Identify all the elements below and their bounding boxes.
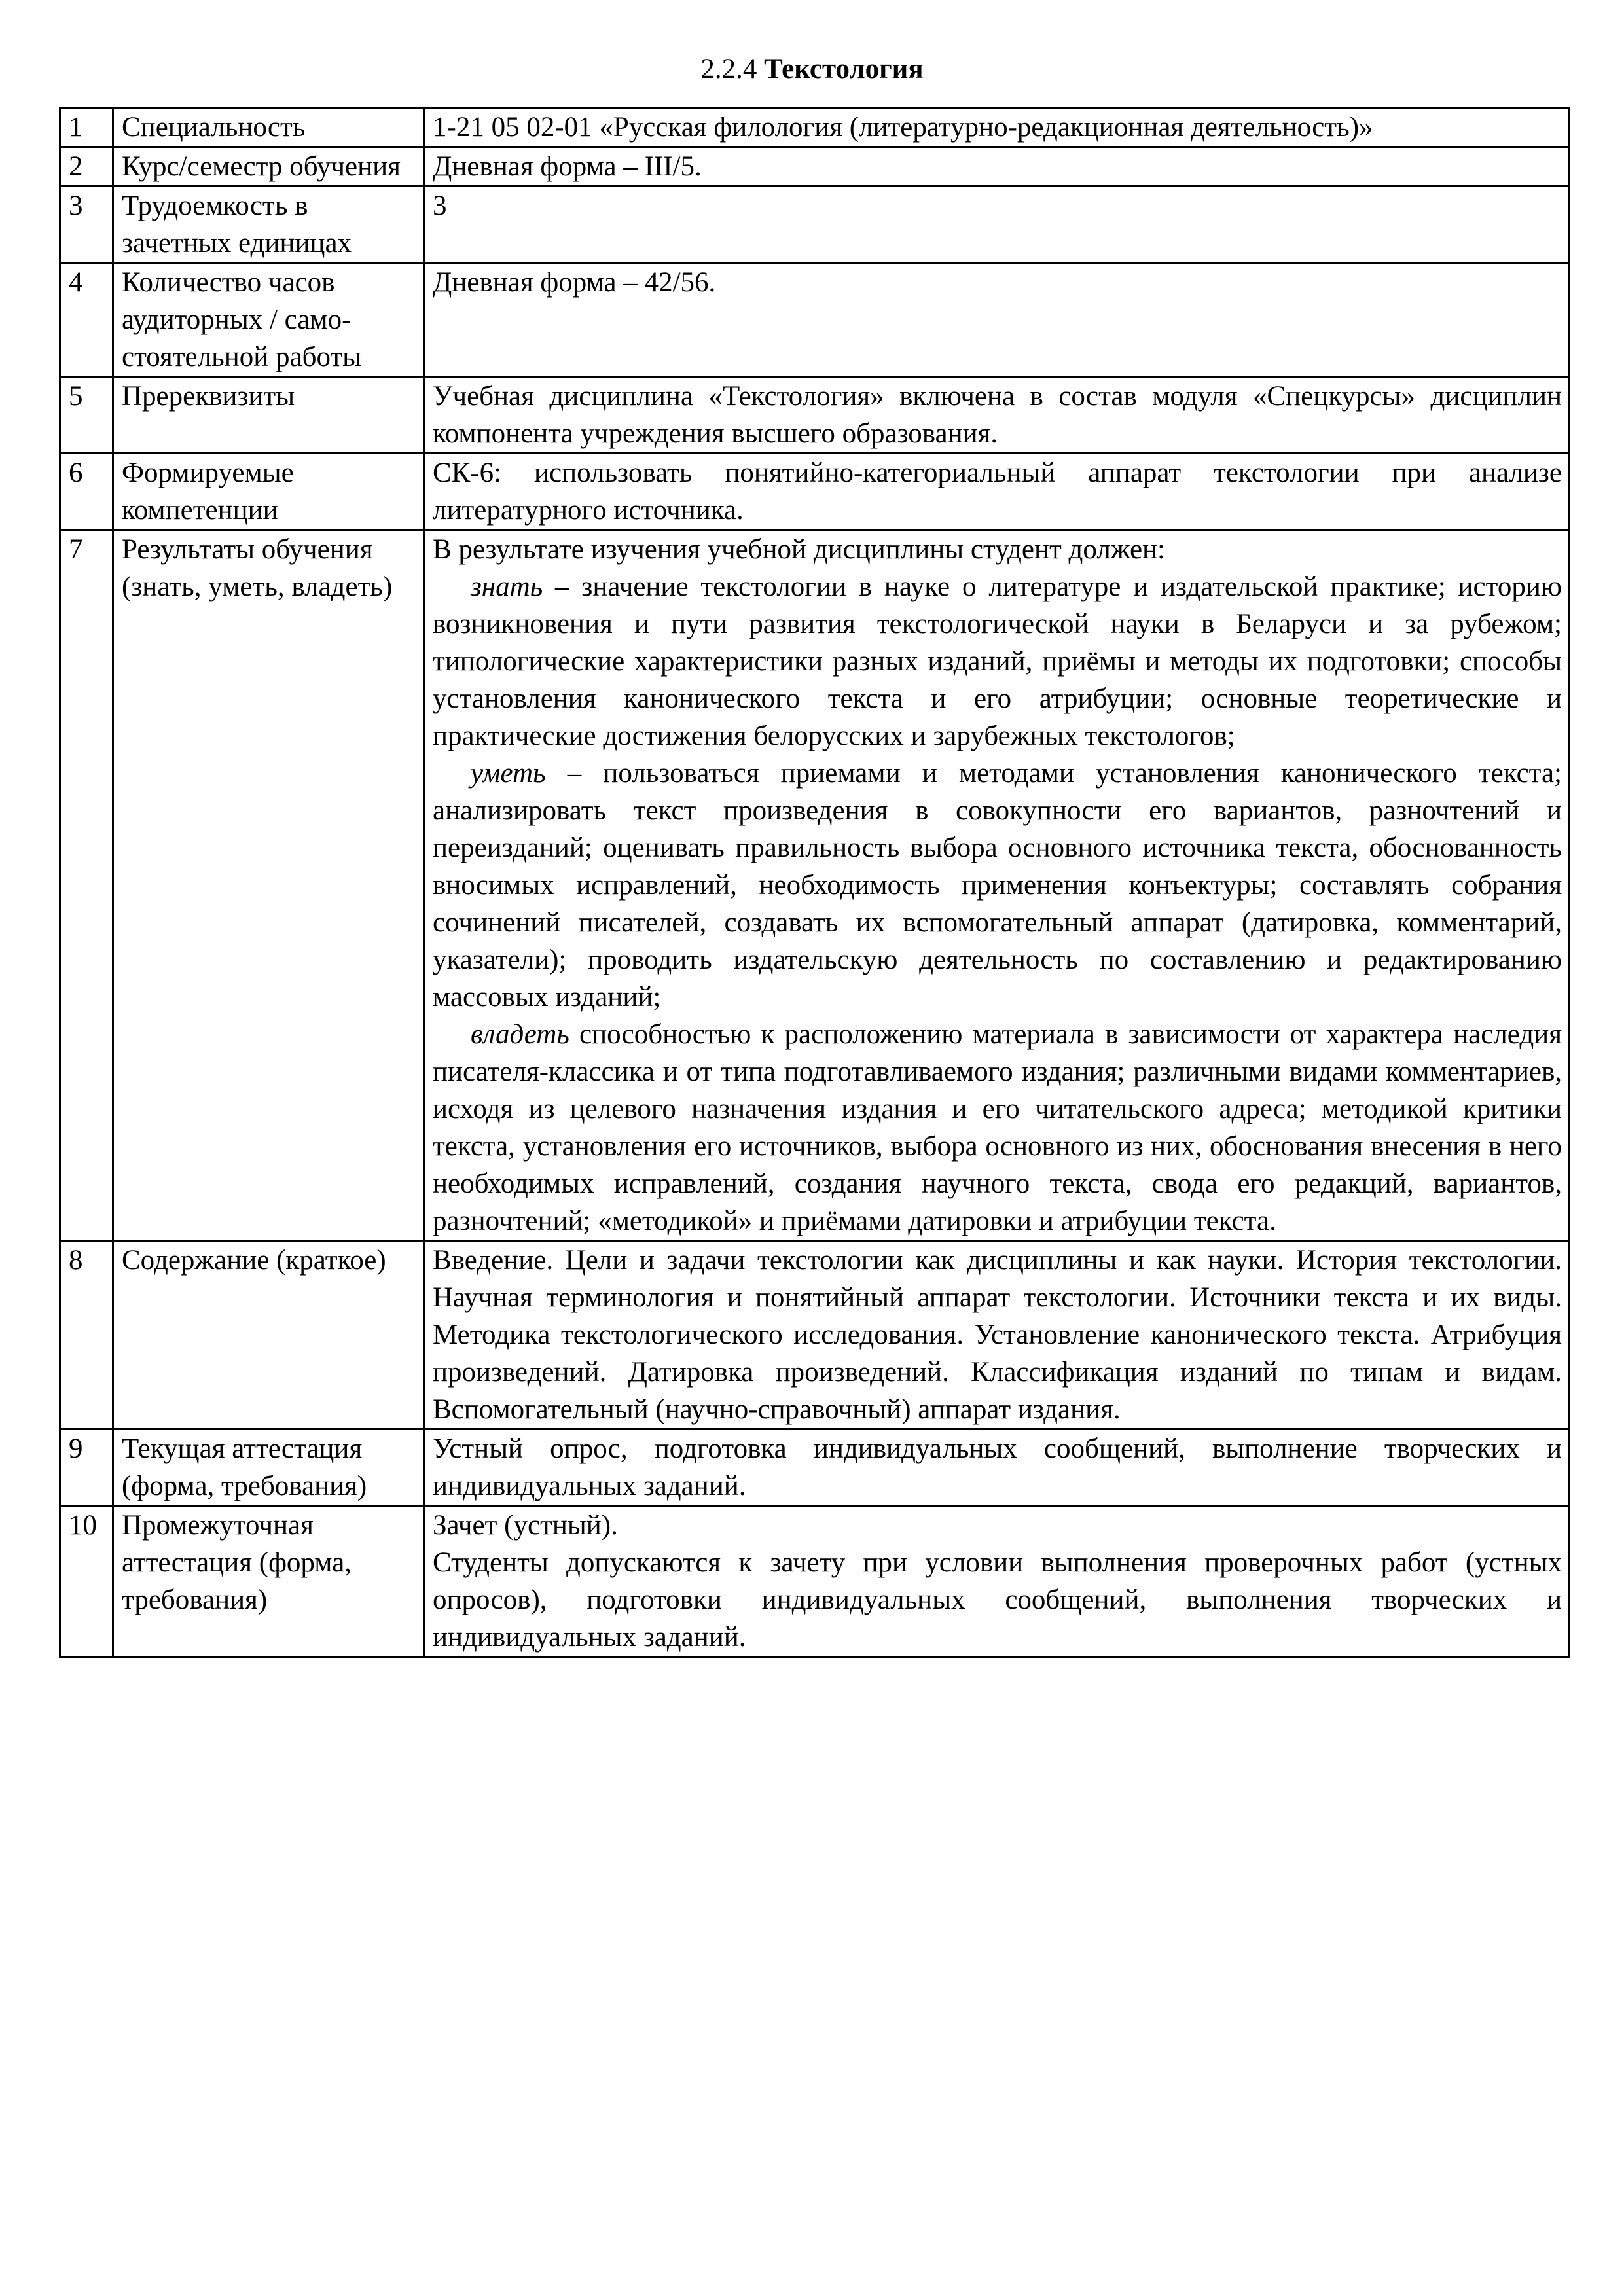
row-label: Текущая аттестация (форма, требования) — [113, 1429, 424, 1506]
content-line: Студенты допускаются к зачету при условии выполнения проверочных работ (устных опросов), подготовки индивидуальных сообщений, выполнения творческих и индивидуальных заданий. — [433, 1547, 1562, 1653]
row-content — [424, 530, 1570, 1241]
row-number: 1 — [60, 108, 113, 147]
table-row — [60, 1429, 1570, 1506]
row-label: Трудоемкость в зачетных единицах — [113, 187, 424, 263]
row-label: Курс/семестр обучения — [113, 147, 424, 187]
row-content: Устный опрос, подготовка индивидуальных сообщений, выполнение творческих и индивидуальных заданий. — [424, 1429, 1570, 1506]
outcome-can — [433, 755, 1562, 1016]
row-number: 8 — [60, 1241, 113, 1429]
row-number: 5 — [60, 377, 113, 454]
row-content: 1-21 05 02-01 «Русская филология (литературно-редакционная деятельность)» — [424, 108, 1570, 147]
row-label: Специальность — [113, 108, 424, 147]
row-number: 4 — [60, 263, 113, 377]
outcome-term: уметь — [471, 758, 546, 789]
row-number: 3 — [60, 187, 113, 263]
row-label: Результаты обучения (знать, уметь, владеть) — [113, 530, 424, 1241]
row-content: СК-6: использовать понятийно-категориальный аппарат текстологии при анализе литературного источника. — [424, 454, 1570, 530]
content-line: Зачет (устный). — [433, 1510, 618, 1541]
outcome-term: знать — [471, 571, 543, 602]
course-spec-table — [59, 107, 1570, 1658]
table-row — [60, 530, 1570, 1241]
table-row — [60, 1506, 1570, 1657]
outcome-master — [433, 1016, 1562, 1240]
row-number: 7 — [60, 530, 113, 1241]
learning-outcomes-intro: В результате изучения учебной дисциплины студент должен: — [433, 534, 1166, 565]
table-row — [60, 263, 1570, 377]
table-row — [60, 1241, 1570, 1429]
row-content — [424, 1506, 1570, 1657]
row-content: Дневная форма – 42/56. — [424, 263, 1570, 377]
section-heading — [0, 51, 1624, 88]
outcome-text: способностью к расположению материала в зависимости от характера наследия писателя-классика и от типа подготавливаемого издания; различными видами комментариев, исходя из целевого назначения издания и его читательского адреса; методикой критики текста, установления его источников, выбора основного из них, обоснования внесения в него необходимых исправлений, создания научного текста, свода его редакций, вариантов, разночтений; «методикой» и приёмами датировки и атрибуции текста. — [433, 1019, 1562, 1236]
row-content: Дневная форма – III/5. — [424, 147, 1570, 187]
row-content: 3 — [424, 187, 1570, 263]
row-label: Содержание (краткое) — [113, 1241, 424, 1429]
section-number: 2.2.4 — [700, 54, 757, 84]
row-label: Пререквизиты — [113, 377, 424, 454]
outcome-text: – пользоваться приемами и методами установления канонического текста; анализировать текст произведения в совокупности его вариантов, разночтений и переизданий; оценивать правильность выбора основного источника текста, обоснованность вносимых исправлений, необходимость применения конъектуры; составлять собрания сочинений писателей, создавать их вспомогательный аппарат (датировка, комментарий, указатели); проводить издательскую деятельность по составлению и редактированию массовых изданий; — [433, 758, 1562, 1013]
row-content: Учебная дисциплина «Текстология» включена в состав модуля «Спецкурсы» дисциплин компонента учреждения высшего образования. — [424, 377, 1570, 454]
row-number: 6 — [60, 454, 113, 530]
outcome-text: – значение текстологии в науке о литературе и издательской практике; историю возникновения и пути развития текстологической науки в Беларуси и за рубежом; типологические характеристики разных изданий, приёмы и методы их подготовки; способы установления канонического текста и его атрибуции; основные теоретические и практические достижения белорусских и зарубежных текстологов; — [433, 571, 1562, 751]
section-title: Текстология — [764, 54, 924, 84]
row-content: Введение. Цели и задачи текстологии как дисциплины и как науки. История текстологии. Научная терминология и понятийный аппарат текстологии. Источники текста и их виды. Методика текстологического исследования. Установление канонического текста. Атрибуция произведений. Датировка произведений. Классификация изданий по типам и видам. Вспомогательный (научно-справочный) аппарат издания. — [424, 1241, 1570, 1429]
table-row — [60, 187, 1570, 263]
outcome-know — [433, 568, 1562, 755]
table-row — [60, 454, 1570, 530]
row-number: 2 — [60, 147, 113, 187]
row-label: Количество часов аудиторных / само-стоятельной работы — [113, 263, 424, 377]
row-label: Промежуточная аттестация (форма, требования) — [113, 1506, 424, 1657]
outcome-term: владеть — [471, 1019, 569, 1050]
row-label: Формируемые компетенции — [113, 454, 424, 530]
table-row — [60, 108, 1570, 147]
row-number: 9 — [60, 1429, 113, 1506]
table-row — [60, 147, 1570, 187]
row-number: 10 — [60, 1506, 113, 1657]
table-row — [60, 377, 1570, 454]
